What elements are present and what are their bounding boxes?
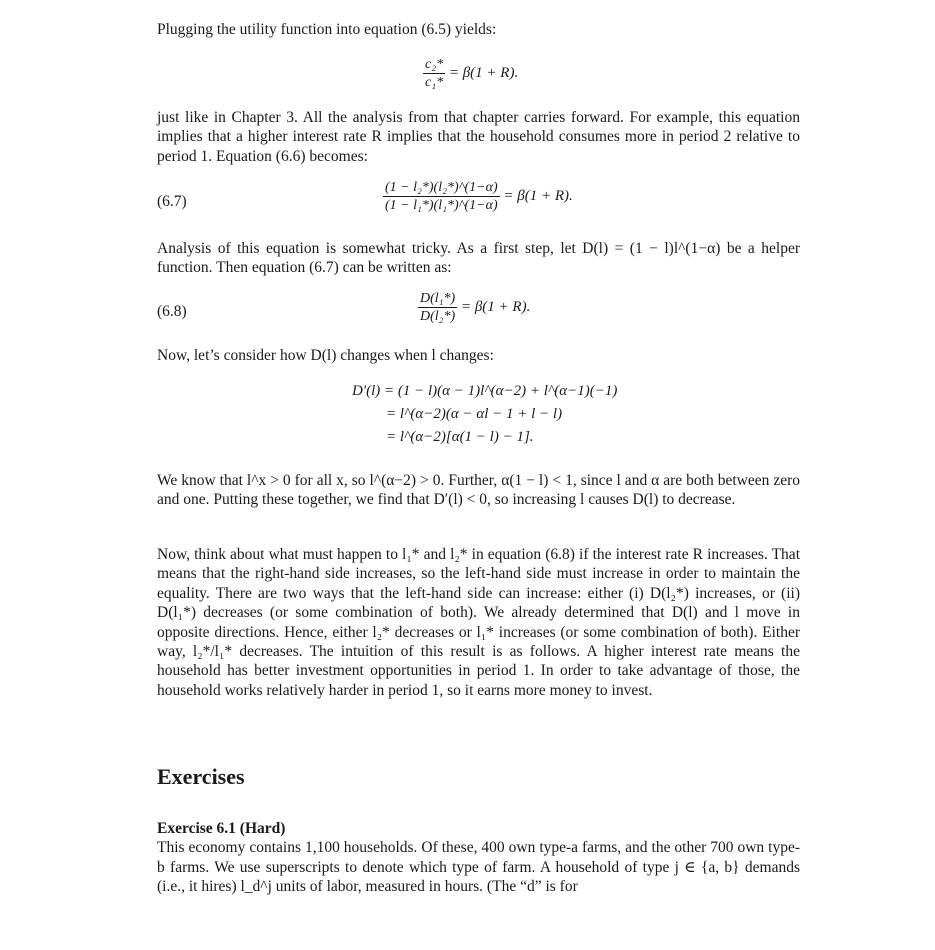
- equation-numerator: D(l₁*): [420, 291, 456, 306]
- equation-rhs: = β(1 + R).: [448, 65, 519, 81]
- section-heading-exercises: Exercises: [157, 764, 245, 789]
- equation-body: [383, 180, 573, 213]
- derivative-line: = l^(α−2)(α − αl − 1 + l − l): [386, 406, 563, 422]
- equation-fraction: [423, 57, 445, 90]
- paragraph-sign-argument: We know that l^x > 0 for all x, so l^(α−2) > 0. Further, α(1 − l) < 1, since l and α are both between zero and one. Putting these together, we find that D′(l) < 0, so increasing l causes D(l) to decrease.: [157, 472, 800, 509]
- exercise-6-1: [157, 819, 800, 897]
- equation-label: (6.7): [157, 193, 187, 210]
- equation-numerator: c₂*: [425, 57, 444, 72]
- equation-consumption-ratio: [423, 57, 518, 90]
- exercise-title: Exercise 6.1 (Hard): [157, 820, 286, 837]
- equation-6-7: [157, 180, 800, 224]
- derivative-derivation: [352, 380, 617, 449]
- derivative-line: = l^(α−2)[α(1 − l) − 1].: [386, 429, 534, 445]
- paragraph-consider-change: Now, let’s consider how D(l) changes when l changes:: [157, 347, 494, 364]
- exercise-text: This economy contains 1,100 households. Of these, 400 own type-a farms, and the other 700 own type-b farms. We use superscripts to denote which type of farm. A household of type j ∈ {a, b} demands (i.e., it hires) l_d^j units of labor, measured in hours. (The “d” is for: [157, 839, 800, 896]
- equation-denominator: (1 − l₁*)(l₁*)^(1−α): [385, 198, 498, 213]
- derivative-line: D′(l) = (1 − l)(α − 1)l^(α−2) + l^(α−1)(−1): [352, 383, 618, 399]
- equation-denominator: c₁*: [425, 75, 444, 90]
- equation-6-8: [157, 291, 800, 335]
- paragraph-chapter3: just like in Chapter 3. All the analysis from that chapter carries forward. For example, this equation implies that a higher interest rate R implies that the household consumes more in period 2 relative to period 1. Equation (6.6) becomes:: [157, 109, 800, 165]
- equation-denominator: D(l₂*): [420, 309, 456, 324]
- paragraph-helper-function: Analysis of this equation is somewhat tricky. As a first step, let D(l) = (1 − l)l^(1−α) be a helper function. Then equation (6.7) can be written as:: [157, 240, 800, 277]
- intro-paragraph: Plugging the utility function into equation (6.5) yields:: [157, 21, 497, 38]
- equation-numerator: (1 − l₂*)(l₂*)^(1−α): [385, 180, 498, 195]
- equation-rhs: = β(1 + R).: [460, 299, 531, 315]
- equation-fraction: [383, 180, 500, 213]
- equation-fraction: [418, 291, 457, 324]
- equation-body: [418, 291, 530, 324]
- equation-label: (6.8): [157, 303, 187, 320]
- equation-rhs: = β(1 + R).: [503, 188, 573, 204]
- paragraph-interest-rate-intuition: Now, think about what must happen to l₁* and l₂* in equation (6.8) if the interest rate R increases. That means that the right-hand side increases, so the left-hand side must increase in order to maintain the equality. There are two ways that the left-hand side can increase: either (i) D(l₂*) increases, or (ii) D(l₁*) decreases (or some combination of both). We already determined that D(l) and l move in opposite directions. Hence, either l₂* decreases or l₁* increases (or some combination of both). Either way, l₂*/l₁* decreases. The intuition of this result is as follows. A higher interest rate means the household has better investment opportunities in period 1. In order to take advantage of those, the household works relatively harder in period 1, so it earns more money to invest.: [157, 546, 800, 699]
